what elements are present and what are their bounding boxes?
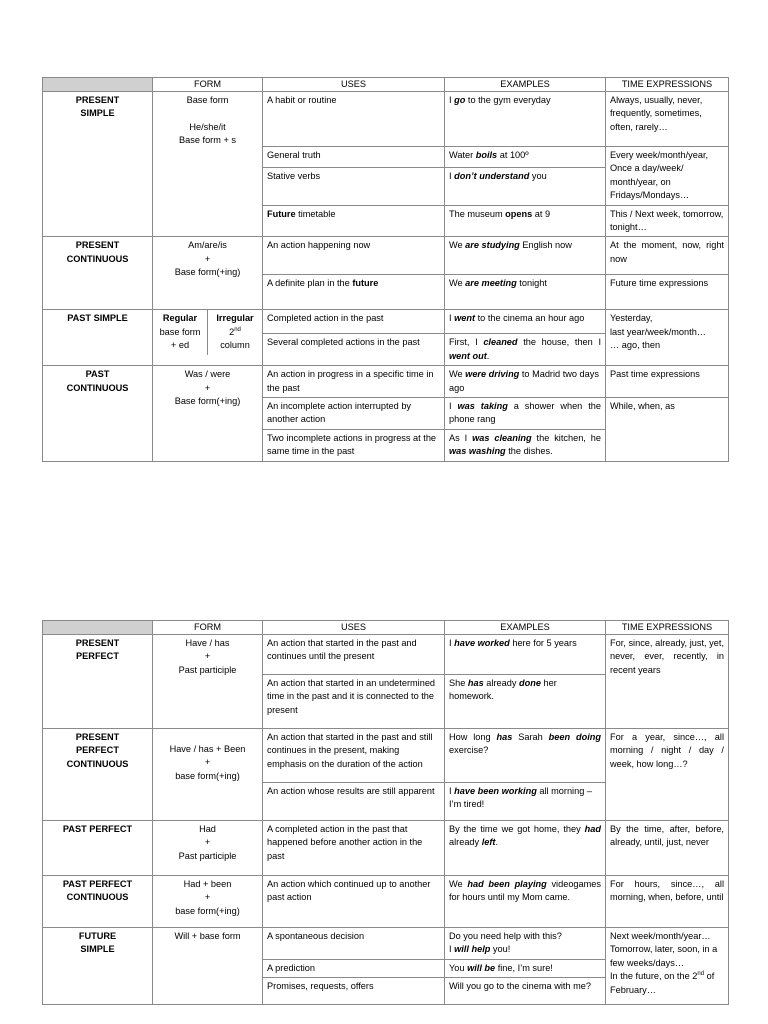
use-cell: An action happening now <box>263 237 445 275</box>
use-cell: Stative verbs <box>263 168 445 205</box>
header-uses: USES <box>263 621 445 635</box>
table-row <box>43 92 729 147</box>
header-form: FORM <box>153 78 263 92</box>
table-row <box>43 366 729 398</box>
time-cell: For a year, since…, all morning / night / day / week, how long…? <box>606 729 729 821</box>
use-cell: A habit or routine <box>263 92 445 147</box>
example-cell: I went to the cinema an hour ago <box>445 310 606 334</box>
form-future-simple: Will + base form <box>153 928 263 1005</box>
table-row <box>43 310 729 334</box>
example-cell: As I was cleaning the kitchen, he was washing the dishes. <box>445 429 606 461</box>
table-row <box>43 635 729 675</box>
header-form: FORM <box>153 621 263 635</box>
example-cell: I have worked here for 5 years <box>445 635 606 675</box>
tense-past-perfect-continuous: PAST PERFECT CONTINUOUS <box>43 876 153 928</box>
table-row <box>43 729 729 783</box>
form-present-continuous: Am/are/is + Base form(+ing) <box>153 237 263 310</box>
use-cell: Future timetable <box>263 205 445 237</box>
form-past-simple <box>153 310 263 366</box>
form-irregular: Irregular 2nd column <box>207 310 262 354</box>
time-cell: Next week/month/year… Tomorrow, later, soon, in a few weeks/days… In the future, on the 2nd of February… <box>606 928 729 1005</box>
use-cell: An action in progress in a specific time in the past <box>263 366 445 398</box>
time-cell: Future time expressions <box>606 275 729 310</box>
time-cell: For, since, already, just, yet, never, ever, recently, in recent years <box>606 635 729 729</box>
use-cell: Several completed actions in the past <box>263 334 445 366</box>
table-row <box>43 821 729 876</box>
tense-past-perfect: PAST PERFECT <box>43 821 153 876</box>
use-cell: An action that started in an undetermined time in the past and it is connected to the present <box>263 675 445 729</box>
use-cell: An action which continued up to another past action <box>263 876 445 928</box>
tense-table-1 <box>42 77 729 462</box>
form-present-perfect-continuous: Have / has + Been + base form(+ing) <box>153 729 263 821</box>
tense-past-continuous: PAST CONTINUOUS <box>43 366 153 461</box>
tense-present-perfect: PRESENT PERFECT <box>43 635 153 729</box>
header-time-expressions: TIME EXPRESSIONS <box>606 621 729 635</box>
header-corner <box>43 78 153 92</box>
form-past-perfect-continuous: Had + been + base form(+ing) <box>153 876 263 928</box>
time-cell: While, when, as <box>606 398 729 462</box>
example-cell: I was taking a shower when the phone rang <box>445 398 606 430</box>
example-cell: How long has Sarah been doing exercise? <box>445 729 606 783</box>
example-cell: She has already done her homework. <box>445 675 606 729</box>
use-cell: Two incomplete actions in progress at the same time in the past <box>263 429 445 461</box>
example-cell: We were driving to Madrid two days ago <box>445 366 606 398</box>
use-cell: Promises, requests, offers <box>263 978 445 1005</box>
time-cell: Every week/month/year, Once a day/week/ month/year, on Fridays/Mondays… <box>606 147 729 206</box>
example-cell: Do you need help with this? I will help you! <box>445 928 606 960</box>
use-cell: An incomplete action interrupted by another action <box>263 398 445 430</box>
header-corner <box>43 621 153 635</box>
form-present-simple: Base form He/she/it Base form + s <box>153 92 263 237</box>
example-cell: We had been playing videogames for hours until my Mom came. <box>445 876 606 928</box>
use-cell: A completed action in the past that happened before another action in the past <box>263 821 445 876</box>
header-examples: EXAMPLES <box>445 78 606 92</box>
time-cell: This / Next week, tomorrow, tonight… <box>606 205 729 237</box>
example-cell: First, I cleaned the house, then I went out. <box>445 334 606 366</box>
time-cell: By the time, after, before, already, until, just, never <box>606 821 729 876</box>
use-cell: An action whose results are still apparent <box>263 783 445 821</box>
use-cell: An action that started in the past and continues until the present <box>263 635 445 675</box>
example-cell: The museum opens at 9 <box>445 205 606 237</box>
time-cell: For hours, since…, all morning, when, before, until <box>606 876 729 928</box>
form-regular: Regular base form + ed <box>159 313 201 351</box>
example-cell: I don’t understand you <box>445 168 606 205</box>
use-cell: A definite plan in the future <box>263 275 445 310</box>
example-cell: We are meeting tonight <box>445 275 606 310</box>
table-row <box>43 876 729 928</box>
table-row <box>43 237 729 275</box>
tense-present-perfect-continuous: PRESENT PERFECT CONTINUOUS <box>43 729 153 821</box>
use-cell: An action that started in the past and still continues in the present, making emphasis on the duration of the action <box>263 729 445 783</box>
header-time-expressions: TIME EXPRESSIONS <box>606 78 729 92</box>
header-examples: EXAMPLES <box>445 621 606 635</box>
time-cell: Past time expressions <box>606 366 729 398</box>
example-cell: Water boils at 100º <box>445 147 606 168</box>
tense-future-simple: FUTURE SIMPLE <box>43 928 153 1005</box>
example-cell: We are studying English now <box>445 237 606 275</box>
use-cell: Completed action in the past <box>263 310 445 334</box>
example-cell: By the time we got home, they had already left. <box>445 821 606 876</box>
form-past-continuous: Was / were + Base form(+ing) <box>153 366 263 461</box>
example-cell: Will you go to the cinema with me? <box>445 978 606 1005</box>
tense-present-continuous: PRESENT CONTINUOUS <box>43 237 153 310</box>
header-row <box>43 78 729 92</box>
time-cell: Yesterday, last year/week/month… … ago, then <box>606 310 729 366</box>
form-present-perfect: Have / has + Past participle <box>153 635 263 729</box>
time-cell: Always, usually, never, frequently, sometimes, often, rarely… <box>606 92 729 147</box>
use-cell: A spontaneous decision <box>263 928 445 960</box>
example-cell: I go to the gym everyday <box>445 92 606 147</box>
tense-past-simple: PAST SIMPLE <box>43 310 153 366</box>
time-cell: At the moment, now, right now <box>606 237 729 275</box>
header-uses: USES <box>263 78 445 92</box>
example-cell: I have been working all morning – I’m tired! <box>445 783 606 821</box>
form-past-perfect: Had + Past participle <box>153 821 263 876</box>
table-row <box>43 928 729 960</box>
use-cell: A prediction <box>263 959 445 977</box>
header-row <box>43 621 729 635</box>
tense-present-simple: PRESENT SIMPLE <box>43 92 153 237</box>
example-cell: You will be fine, I’m sure! <box>445 959 606 977</box>
tense-table-2 <box>42 620 729 1005</box>
use-cell: General truth <box>263 147 445 168</box>
